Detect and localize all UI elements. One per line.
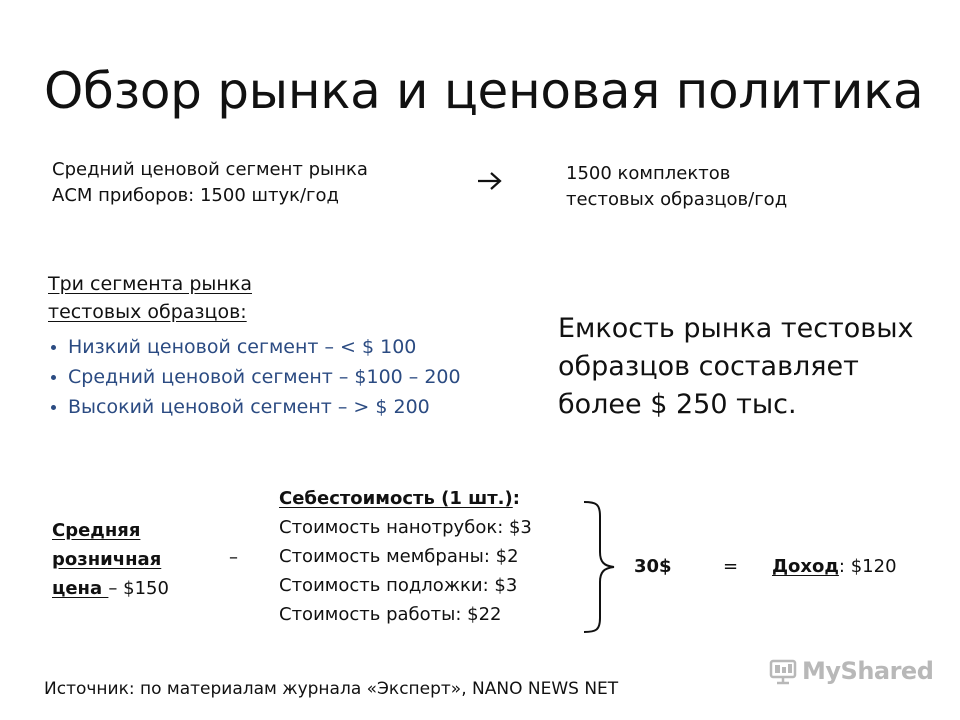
presentation-icon — [768, 656, 798, 686]
right-brace-icon — [582, 500, 622, 638]
kits-line-2: тестовых образцов/год — [566, 189, 788, 210]
total-cost: 30$ — [634, 556, 672, 577]
list-item: Низкий ценовой сегмент – < $ 100 — [48, 332, 461, 362]
income-value: : $120 — [838, 556, 897, 577]
retail-price-label: цена — [52, 578, 109, 599]
cost-item: Стоимость нанотрубок: $3 — [279, 517, 532, 538]
cost-heading-colon: : — [512, 488, 520, 509]
capacity-line-2: образцов составляет — [558, 351, 859, 382]
market-segment-line-1: Средний ценовой сегмент рынка — [52, 159, 368, 180]
retail-price-block — [52, 516, 169, 603]
minus-sign: – — [229, 547, 238, 568]
list-item: Высокий ценовой сегмент – > $ 200 — [48, 392, 461, 422]
source-note: Источник: по материалам журнала «Эксперт», NANO NEWS NET — [44, 679, 619, 699]
cost-item: Стоимость работы: $22 — [279, 604, 502, 625]
segments-list — [48, 332, 461, 422]
market-segment-text — [52, 157, 368, 209]
retail-price-line-2: розничная — [52, 549, 162, 570]
kits-line-1: 1500 комплектов — [566, 163, 731, 184]
watermark-text: MyShared — [802, 657, 934, 685]
kits-per-year-text — [566, 161, 787, 213]
income — [772, 554, 897, 580]
cost-item: Стоимость мембраны: $2 — [279, 546, 519, 567]
market-segment-line-2: АСМ приборов: 1500 штук/год — [52, 185, 339, 206]
segments-heading-line-1: Три сегмента рынка — [48, 273, 252, 295]
cost-item: Стоимость подложки: $3 — [279, 575, 518, 596]
arrow-right-icon — [476, 170, 504, 196]
retail-price-line-1: Средняя — [52, 520, 141, 541]
capacity-line-1: Емкость рынка тестовых — [558, 313, 914, 344]
retail-price-line-3 — [52, 574, 169, 603]
retail-price-value: – $150 — [108, 578, 169, 599]
segments-heading — [48, 270, 252, 326]
capacity-line-3: более $ 250 тыс. — [558, 389, 797, 420]
list-item: Средний ценовой сегмент – $100 – 200 — [48, 362, 461, 392]
cost-heading-label: Себестоимость (1 шт.) — [279, 488, 513, 509]
equals-sign: = — [723, 556, 739, 577]
income-label: Доход — [772, 556, 839, 577]
market-capacity-text — [558, 310, 914, 424]
cost-block — [279, 484, 532, 629]
segments-heading-line-2: тестовых образцов: — [48, 301, 247, 323]
watermark-logo — [768, 656, 933, 686]
cost-heading — [279, 484, 532, 513]
slide-title: Обзор рынка и ценовая политика — [44, 62, 924, 120]
